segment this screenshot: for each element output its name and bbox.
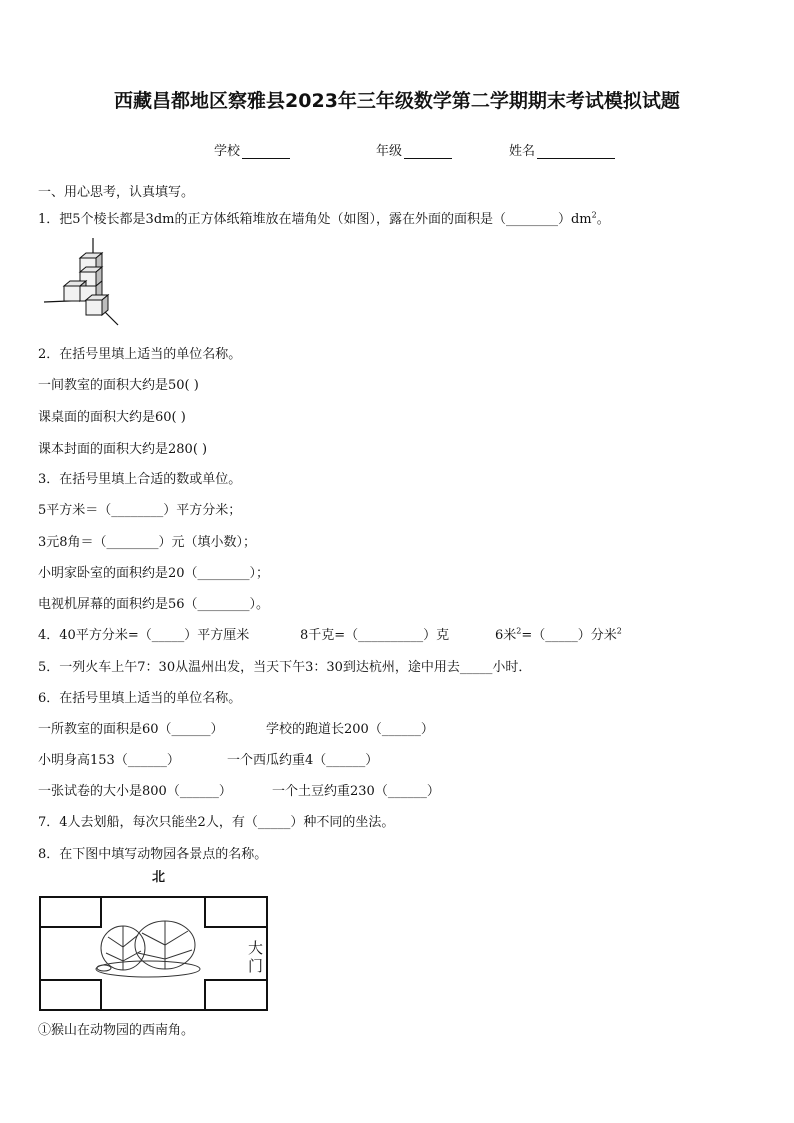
question-6-row-3-right: 一个土豆约重230（______） (272, 784, 440, 799)
question-2-line-1: 一间教室的面积大约是50( ) (38, 378, 199, 393)
name-blank[interactable] (537, 144, 615, 159)
question-6-row-1-right: 学校的跑道长200（______） (266, 722, 434, 737)
grade-field[interactable] (376, 140, 452, 159)
question-5: 5．一列火车上午7：30从温州出发，当天下午3：30到达杭州，途中用去_____小时． (38, 660, 532, 675)
grade-blank[interactable] (404, 144, 452, 159)
north-label: 北 (152, 870, 166, 885)
question-2-line-3: 课本封面的面积大约是280( ) (38, 442, 208, 457)
question-8-stem: 8．在下图中填写动物园各景点的名称。 (38, 847, 268, 862)
question-6-row-2-right: 一个西瓜约重4（______） (227, 753, 379, 768)
question-6-row-3-left: 一张试卷的大小是800（______） (38, 784, 232, 799)
gate-label-bottom: 门 (248, 957, 264, 975)
question-3-line-3: 小明家卧室的面积约是20（________）； (38, 566, 270, 581)
question-1 (38, 208, 610, 227)
name-field[interactable] (509, 140, 615, 159)
question-6-stem: 6．在括号里填上适当的单位名称。 (38, 691, 242, 706)
question-2-stem: 2．在括号里填上适当的单位名称。 (38, 347, 242, 362)
question-4-c-rest: =（_____）分米 (521, 628, 617, 643)
name-label: 姓名 (509, 144, 536, 159)
section-heading: 一、用心思考，认真填写。 (38, 185, 195, 200)
question-4-part-b: 8千克=（__________）克 (300, 628, 450, 643)
cube-stack-figure (40, 236, 122, 328)
question-7: 7．4人去划船，每次只能坐2人，有（_____）种不同的坐法。 (38, 815, 395, 830)
question-6-row-1-left: 一所教室的面积是60（______） (38, 722, 224, 737)
question-1-text: 1．把5个棱长都是3dm的正方体纸箱堆放在墙角处（如图），露在外面的面积是（________）dm (38, 212, 592, 227)
question-3-line-4: 电视机屏幕的面积约是56（________）。 (38, 597, 270, 612)
question-6-row-2-left: 小明身高153（______） (38, 753, 180, 768)
grade-label: 年级 (376, 144, 403, 159)
school-blank[interactable] (242, 144, 290, 159)
question-4-c-sup: 2 (516, 626, 522, 636)
zoo-map-figure (38, 895, 270, 1013)
gate-label-top: 大 (248, 939, 264, 957)
school-field[interactable] (214, 140, 290, 159)
question-1-end: 。 (596, 212, 610, 227)
question-3-stem: 3．在括号里填上合适的数或单位。 (38, 472, 242, 487)
question-3-line-1: 5平方米＝（________）平方分米； (38, 503, 242, 518)
question-4-c-sup2: 2 (616, 626, 622, 636)
school-label: 学校 (214, 144, 241, 159)
question-3-line-2: 3元8角＝（________）元（填小数）； (38, 535, 257, 550)
question-4-part-c (495, 624, 622, 643)
student-info-row (0, 140, 794, 160)
question-2-line-2: 课桌面的面积大约是60( ) (38, 410, 186, 425)
question-8-note: ①猴山在动物园的西南角。 (38, 1023, 195, 1038)
exam-title: 西藏昌都地区察雅县2023年三年级数学第二学期期末考试模拟试题 (114, 90, 680, 112)
question-1-sup: 2 (591, 210, 597, 220)
question-4-part-a: 4．40平方分米=（_____）平方厘米 (38, 628, 250, 643)
question-4-c-text: 6米 (495, 628, 517, 643)
